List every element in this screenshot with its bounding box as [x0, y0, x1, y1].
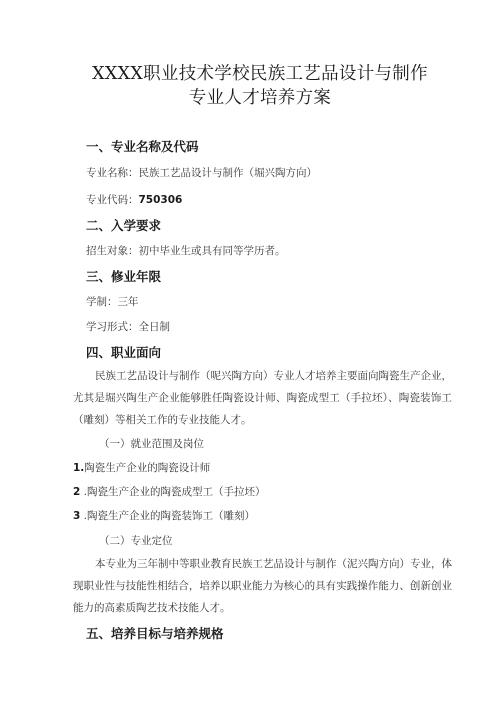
career-paragraph: 民族工艺品设计与制作（呢兴陶方向）专业人才培养主要面向陶瓷生产企业，尤其是堀兴陶生产企业能够胜任陶瓷设计师、陶瓷成型工（手拉坯）、陶瓷装饰工（雕刻）等相关工作的专业技能人才。 — [73, 370, 452, 426]
list-item-text: 陶瓷生产企业的陶瓷设计师 — [84, 462, 211, 474]
duration-line: 学制：三年 — [86, 296, 139, 308]
document-title — [80, 0, 440, 110]
section-heading-career: 四、职业面向 — [86, 345, 162, 360]
major-name-line: 专业名称：民族工艺品设计与制作（堀兴陶方向） — [86, 167, 317, 179]
subheading-employment-scope: （一）就业范围及岗位 — [99, 438, 204, 450]
list-item-text: .陶瓷生产企业的陶瓷成型工（手拉坯） — [80, 486, 266, 498]
major-code-line — [86, 192, 440, 208]
major-code-value: 750306 — [138, 194, 183, 206]
list-item — [73, 508, 440, 524]
subheading-positioning: （二）专业定位 — [99, 535, 173, 547]
title-line-2: 专业人才培养方案 — [188, 88, 332, 108]
admission-line: 招生对象：初中毕业生或具有同等学历者。 — [86, 245, 286, 257]
section-heading-major-name: 一、专业名称及代码 — [86, 139, 199, 154]
list-item-number: 2 — [73, 486, 81, 498]
list-item — [73, 484, 440, 500]
title-line-1: XXXX职业技术学校民族工艺品设计与制作 — [92, 64, 428, 84]
section-heading-admission: 二、入学要求 — [86, 218, 162, 233]
section-heading-duration: 三、修业年限 — [86, 269, 162, 284]
list-item-number: 3 — [73, 510, 81, 522]
list-item — [73, 460, 440, 476]
list-item-number: 1. — [73, 462, 85, 474]
list-item-text: .陶瓷生产企业的陶瓷装饰工（雕刻） — [80, 510, 255, 522]
positioning-paragraph: 本专业为三年制中等职业教育民族工艺品设计与制作（泥兴陶方向）专业，体现职业性与技能性相结合，培养以职业能力为核心的具有实践操作能力、创新创业能力的高素质陶艺技术技能人才。 — [73, 558, 452, 614]
study-form-line: 学习形式：全日制 — [86, 321, 170, 333]
major-code-label: 专业代码： — [86, 194, 139, 206]
section-heading-training-goals: 五、培养目标与培养规格 — [86, 626, 224, 641]
